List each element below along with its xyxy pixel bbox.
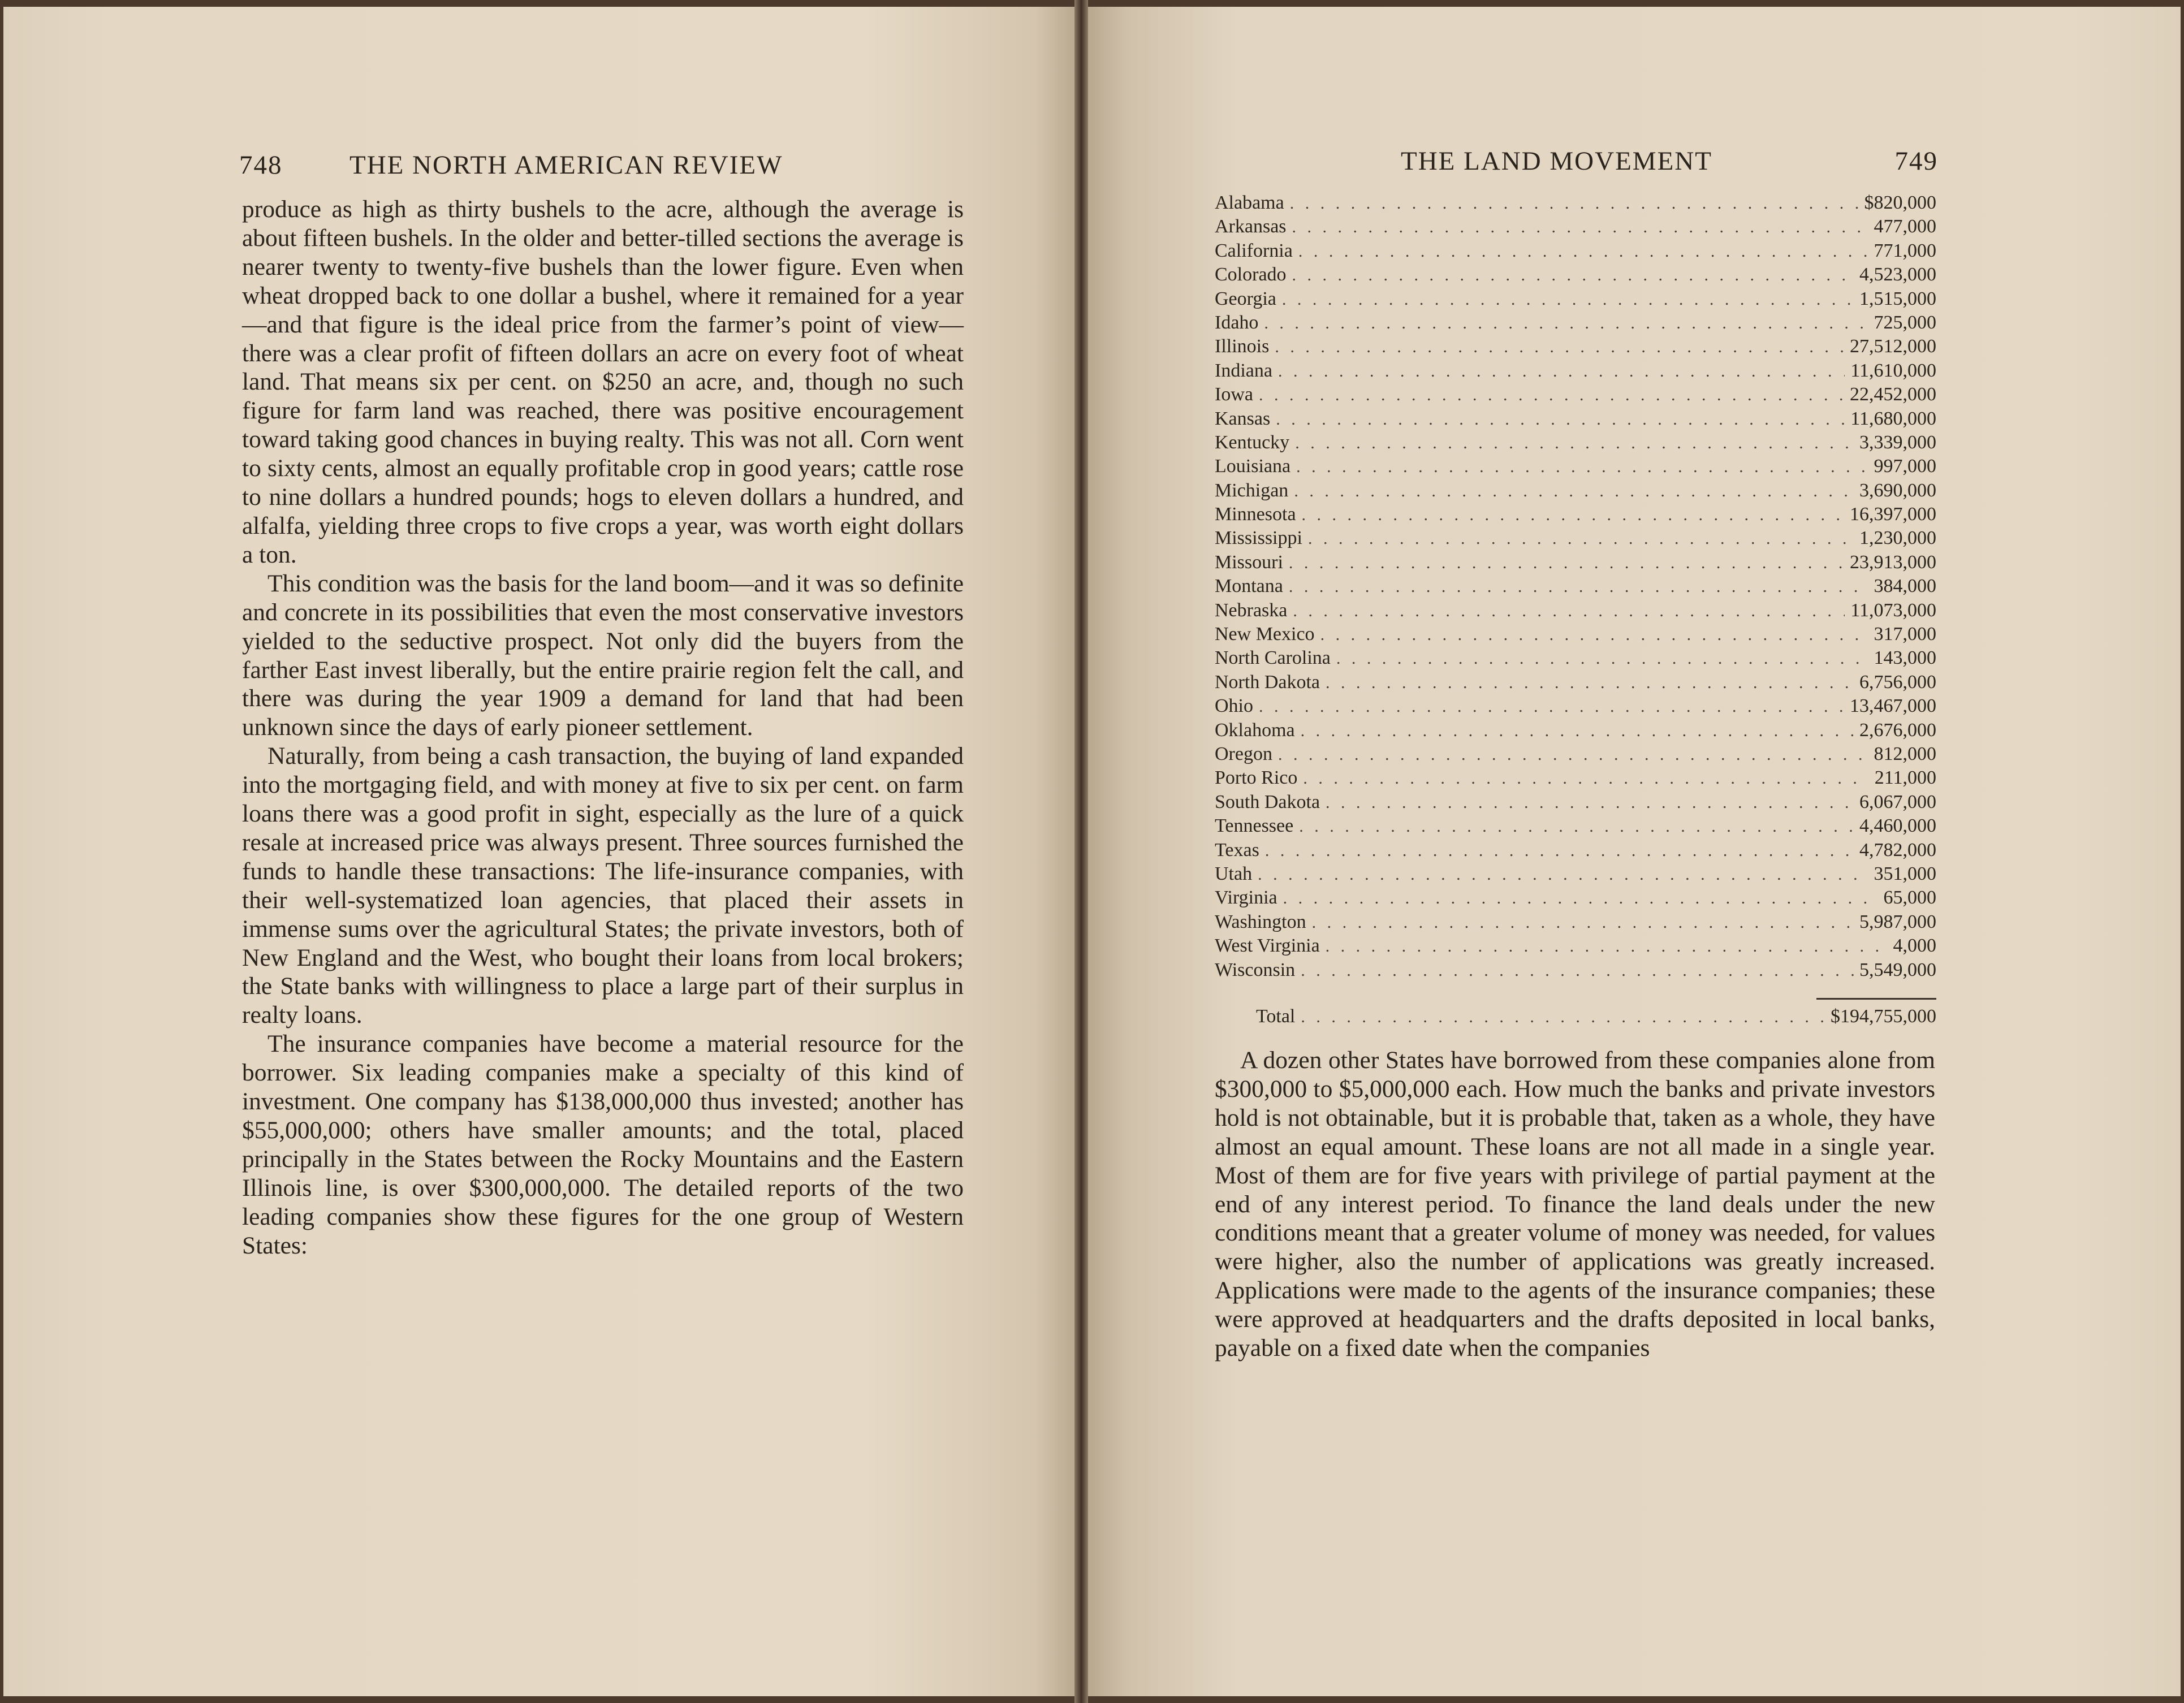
table-row bbox=[1215, 431, 1936, 455]
loan-amount: 11,610,000 bbox=[1850, 360, 1936, 381]
state-name: Michigan bbox=[1215, 479, 1289, 501]
dot-leader bbox=[1290, 192, 1859, 215]
table-row bbox=[1215, 479, 1936, 503]
table-row bbox=[1215, 263, 1936, 287]
table-row bbox=[1215, 766, 1936, 790]
table-row bbox=[1215, 335, 1936, 358]
right-body-text bbox=[1215, 1046, 1935, 1363]
dot-leader bbox=[1258, 863, 1868, 887]
dot-leader bbox=[1299, 815, 1854, 838]
total-row bbox=[1215, 1005, 1936, 1028]
right-running-title: THE LAND MOVEMENT bbox=[1401, 146, 1712, 176]
dot-leader bbox=[1275, 335, 1844, 359]
loan-amount: $820,000 bbox=[1864, 192, 1936, 213]
state-name: Minnesota bbox=[1215, 504, 1296, 525]
dot-leader bbox=[1301, 719, 1854, 743]
paragraph: Naturally, from being a cash transaction, the buying of land expanded into the mortgaging field, and with money at five to six per cent. on farm loans there was a good profit in sight, especially as the lure of a quick resale at increased price was always present. Three sources furnished the funds to handle these transactions: The life-insurance companies, with their well-systematized loan agencies, that placed their assets in immense sums over the agricultural States; the private investors, both of New England and the West, who bought their loans from local brokers; the State banks with willingness to place a large part of their surplus in realty loans. bbox=[242, 742, 964, 1029]
dot-leader bbox=[1294, 479, 1854, 503]
loan-amount: 771,000 bbox=[1874, 240, 1936, 261]
loan-amount: 351,000 bbox=[1874, 863, 1936, 884]
dot-leader bbox=[1292, 215, 1868, 239]
state-name: Kansas bbox=[1215, 408, 1271, 429]
table-row bbox=[1215, 287, 1936, 311]
state-name: North Dakota bbox=[1215, 671, 1320, 693]
table-row bbox=[1215, 958, 1936, 982]
loan-amount: 22,452,000 bbox=[1850, 384, 1936, 405]
table-row bbox=[1215, 719, 1936, 742]
loan-amount: 11,680,000 bbox=[1850, 408, 1936, 429]
loan-amount: 317,000 bbox=[1874, 624, 1936, 645]
table-row bbox=[1215, 359, 1936, 383]
state-name: Indiana bbox=[1215, 360, 1272, 381]
dot-leader bbox=[1283, 887, 1878, 910]
dot-leader bbox=[1298, 240, 1868, 263]
table-row bbox=[1215, 239, 1936, 263]
state-name: Mississippi bbox=[1215, 528, 1302, 549]
sum-rule bbox=[1816, 998, 1936, 1000]
table-row bbox=[1215, 694, 1936, 718]
dot-leader bbox=[1303, 767, 1868, 790]
loan-amount: 2,676,000 bbox=[1859, 719, 1936, 741]
table-row bbox=[1215, 383, 1936, 407]
loan-amount: 6,756,000 bbox=[1859, 671, 1936, 693]
state-name: Porto Rico bbox=[1215, 767, 1298, 789]
state-name: Wisconsin bbox=[1215, 959, 1296, 980]
loan-amount: 4,782,000 bbox=[1859, 839, 1936, 861]
state-name: Georgia bbox=[1215, 288, 1276, 309]
right-page-number: 749 bbox=[1894, 146, 1938, 176]
state-name: Arkansas bbox=[1215, 216, 1287, 237]
dot-leader bbox=[1320, 623, 1868, 647]
loan-amount: 4,460,000 bbox=[1859, 815, 1936, 837]
state-name: Oklahoma bbox=[1215, 719, 1295, 741]
loan-amount: 11,073,000 bbox=[1850, 599, 1936, 621]
loan-amount: 1,515,000 bbox=[1859, 288, 1936, 309]
dot-leader bbox=[1265, 839, 1854, 863]
dot-leader bbox=[1296, 455, 1868, 479]
table-row bbox=[1215, 215, 1936, 239]
loan-amount: 1,230,000 bbox=[1859, 528, 1936, 549]
state-name: Missouri bbox=[1215, 551, 1283, 573]
loan-amount: 3,339,000 bbox=[1859, 431, 1936, 453]
dot-leader bbox=[1278, 360, 1845, 383]
table-row bbox=[1215, 814, 1936, 838]
state-name: Virginia bbox=[1215, 887, 1277, 909]
loans-by-state-table bbox=[1215, 191, 1936, 982]
table-row bbox=[1215, 526, 1936, 550]
loan-amount: 16,397,000 bbox=[1850, 504, 1936, 525]
state-name: West Virginia bbox=[1215, 935, 1320, 957]
state-name: Utah bbox=[1215, 863, 1253, 884]
dot-leader bbox=[1336, 647, 1868, 671]
loan-amount: 23,913,000 bbox=[1850, 551, 1936, 573]
left-page-number: 748 bbox=[239, 150, 283, 180]
loan-amount: 143,000 bbox=[1874, 647, 1936, 669]
dot-leader bbox=[1264, 312, 1868, 335]
table-row bbox=[1215, 838, 1936, 862]
state-name: Iowa bbox=[1215, 384, 1253, 405]
loan-amount: 13,467,000 bbox=[1850, 695, 1936, 717]
state-name: North Carolina bbox=[1215, 647, 1331, 669]
left-body-text bbox=[242, 195, 964, 1260]
loan-amount: 812,000 bbox=[1874, 743, 1936, 764]
state-name: California bbox=[1215, 240, 1293, 261]
loan-amount: 211,000 bbox=[1874, 767, 1936, 789]
table-row bbox=[1215, 311, 1936, 335]
state-name: Idaho bbox=[1215, 312, 1259, 333]
table-row bbox=[1215, 599, 1936, 623]
table-row bbox=[1215, 455, 1936, 478]
dot-leader bbox=[1301, 1005, 1825, 1029]
dot-leader bbox=[1326, 671, 1854, 695]
state-name: Texas bbox=[1215, 839, 1259, 861]
table-row bbox=[1215, 934, 1936, 958]
dot-leader bbox=[1302, 503, 1844, 527]
state-name: Washington bbox=[1215, 911, 1306, 932]
dot-leader bbox=[1326, 791, 1854, 815]
table-row bbox=[1215, 191, 1936, 215]
total-label: Total bbox=[1256, 1006, 1296, 1027]
state-name: Oregon bbox=[1215, 743, 1272, 764]
dot-leader bbox=[1259, 695, 1844, 719]
dot-leader bbox=[1301, 959, 1854, 983]
table-row bbox=[1215, 671, 1936, 694]
dot-leader bbox=[1282, 288, 1854, 312]
total-amount: $194,755,000 bbox=[1831, 1006, 1936, 1027]
state-name: Louisiana bbox=[1215, 456, 1291, 477]
left-running-title: THE NORTH AMERICAN REVIEW bbox=[349, 150, 783, 180]
dot-leader bbox=[1289, 551, 1844, 575]
dot-leader bbox=[1312, 911, 1854, 935]
loan-amount: 65,000 bbox=[1883, 887, 1936, 909]
table-row bbox=[1215, 790, 1936, 814]
loan-amount: 384,000 bbox=[1874, 576, 1936, 597]
state-name: Alabama bbox=[1215, 192, 1284, 213]
table-row bbox=[1215, 646, 1936, 670]
table-row bbox=[1215, 407, 1936, 431]
dot-leader bbox=[1308, 527, 1854, 551]
table-row bbox=[1215, 551, 1936, 574]
loan-amount: 4,523,000 bbox=[1859, 264, 1936, 286]
dot-leader bbox=[1276, 408, 1845, 431]
table-row bbox=[1215, 623, 1936, 646]
book-spine bbox=[1074, 0, 1088, 1703]
loan-amount: 725,000 bbox=[1874, 312, 1936, 333]
paragraph: produce as high as thirty bushels to the acre, although the average is about fifteen bushels. In the older and better-tilled sections the average is nearer twenty to twenty-five bushels than the lower figure. Even when wheat dropped back to one dollar a bushel, where it remained for a year—and that figure is the ideal price from the farmer’s point of view—there was a clear profit of fifteen dollars an acre on every foot of wheat land. That means six per cent. on $250 an acre, and, though no such figure for farm land was reached, there was positive encouragement toward taking good chances in buying realty. This was not all. Corn went to sixty cents, almost an equally profitable crop in good years; cattle rose to nine dollars a hundred pounds; hogs to eleven dollars a hundred, and alfalfa, yielding three crops to five crops a year, was worth eight dollars a ton. bbox=[242, 196, 964, 568]
state-name: Kentucky bbox=[1215, 431, 1290, 453]
loan-amount: 477,000 bbox=[1874, 216, 1936, 237]
loan-amount: 6,067,000 bbox=[1859, 791, 1936, 812]
state-name: Illinois bbox=[1215, 336, 1270, 357]
loan-amount: 5,549,000 bbox=[1859, 959, 1936, 980]
table-row bbox=[1215, 742, 1936, 766]
loan-amount: 27,512,000 bbox=[1850, 336, 1936, 357]
table-row bbox=[1215, 503, 1936, 526]
state-name: New Mexico bbox=[1215, 624, 1315, 645]
paragraph: The insurance companies have become a material resource for the borrower. Six leading companies make a specialty of this kind of investment. One company has $138,000,000 thus invested; another has $55,000,000; others have smaller amounts; and the total, placed principally in the States between the Rocky Mountains and the Eastern Illinois line, is over $300,000,000. The detailed reports of the two leading companies show these figures for the one group of Western States: bbox=[242, 1030, 964, 1259]
loan-amount: 997,000 bbox=[1874, 456, 1936, 477]
paragraph: This condition was the basis for the land boom—and it was so definite and concrete in its possibilities that even the most conservative investors yielded to the seductive prospect. Not only did the buyers from the farther East invest liberally, but the entire prairie region felt the call, and there was during the year 1909 a demand for land that had been unknown since the days of early pioneer settlement. bbox=[242, 569, 964, 741]
table-row bbox=[1215, 910, 1936, 934]
table-row bbox=[1215, 574, 1936, 598]
state-name: Tennessee bbox=[1215, 815, 1294, 837]
table-row bbox=[1215, 886, 1936, 910]
dot-leader bbox=[1326, 935, 1888, 958]
dot-leader bbox=[1295, 431, 1854, 455]
state-name: Nebraska bbox=[1215, 599, 1288, 621]
state-name: Colorado bbox=[1215, 264, 1287, 286]
dot-leader bbox=[1293, 599, 1845, 623]
paragraph: A dozen other States have borrowed from these companies alone from $300,000 to $5,000,000 each. How much the banks and private investors hold is not obtainable, but it is probable that, taken as a whole, they have almost an equal amount. These loans are not all made in a single year. Most of them are for five years with privilege of partial payment at the end of any interest period. To finance the land deals under the new conditions meant that a greater volume of money was needed, for values were higher, also the number of applications was greatly increased. Applications were made to the agents of the insurance companies; these were approved at headquarters and the drafts deposited in local banks, payable on a fixed date when the companies bbox=[1215, 1047, 1935, 1362]
dot-leader bbox=[1289, 575, 1868, 599]
state-name: Montana bbox=[1215, 576, 1283, 597]
state-name: South Dakota bbox=[1215, 791, 1320, 812]
state-name: Ohio bbox=[1215, 695, 1253, 717]
dot-leader bbox=[1292, 263, 1854, 287]
table-row bbox=[1215, 862, 1936, 886]
loan-amount: 5,987,000 bbox=[1859, 911, 1936, 932]
dot-leader bbox=[1278, 743, 1868, 767]
dot-leader bbox=[1259, 383, 1844, 407]
loan-amount: 3,690,000 bbox=[1859, 479, 1936, 501]
loan-amount: 4,000 bbox=[1893, 935, 1936, 957]
